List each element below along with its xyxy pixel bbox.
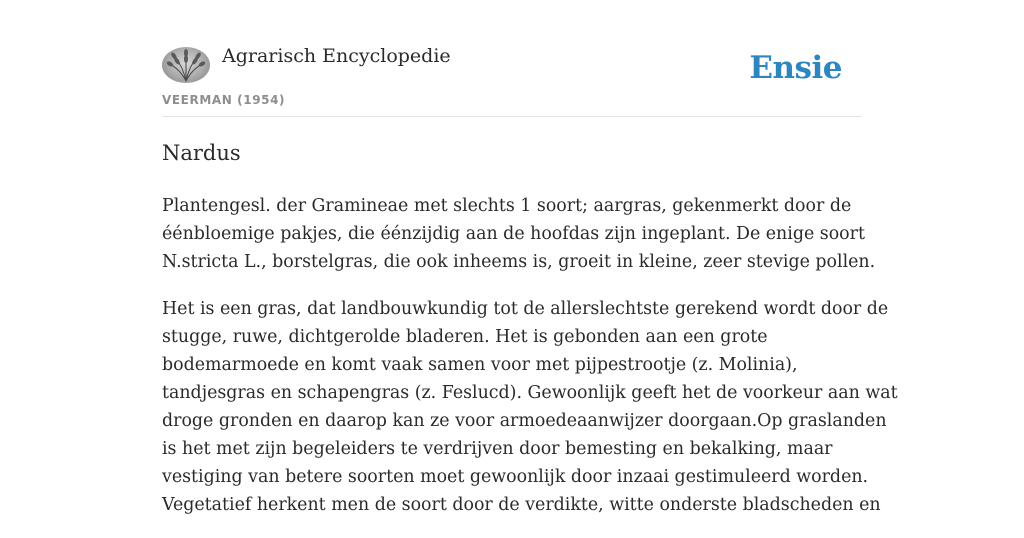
entry-paragraph-2 <box>162 295 898 519</box>
text-line: Het is een gras, dat landbouwkundig tot de allerslechtste gerekend wordt door de <box>162 299 889 319</box>
entry-body <box>162 192 898 538</box>
text-line: vestiging van betere soorten moet gewoonlijk door inzaai gestimuleerd worden. <box>162 467 869 487</box>
entry-title: Nardus <box>162 141 241 165</box>
text-line: Vegetatief herkent men de soort door de verdikte, witte onderste bladscheden en <box>162 495 881 515</box>
brand-logo[interactable]: Ensie <box>749 50 842 86</box>
text-line: bodemarmoede en komt vaak samen voor met pijpestrootje (z. Molinia), <box>162 355 798 375</box>
entry-paragraph-1 <box>162 192 876 276</box>
header <box>162 0 862 117</box>
text-line: stugge, ruwe, dichtgerolde bladeren. Het is gebonden aan een grote <box>162 327 768 347</box>
book-title[interactable]: Agrarisch Encyclopedie <box>222 45 451 67</box>
wheat-ears-icon[interactable] <box>162 47 210 83</box>
edition-label: VEERMAN (1954) <box>162 93 286 107</box>
text-line: tandjesgras en schapengras (z. Feslucd). Gewoonlijk geeft het de voorkeur aan wat <box>162 383 898 403</box>
text-line: N.stricta L., borstelgras, die ook inheems is, groeit in kleine, zeer stevige pollen. <box>162 252 876 272</box>
text-line: éénbloemige pakjes, die éénzijdig aan de hoofdas zijn ingeplant. De enige soort <box>162 224 865 244</box>
text-line: is het met zijn begeleiders te verdrijven door bemesting en bekalking, maar <box>162 439 833 459</box>
page <box>162 0 898 515</box>
text-line: Plantengesl. der Gramineae met slechts 1 soort; aargras, gekenmerkt door de <box>162 196 852 216</box>
text-line: droge gronden en daarop kan ze voor armoedeaanwijzer doorgaan.Op graslanden <box>162 411 887 431</box>
